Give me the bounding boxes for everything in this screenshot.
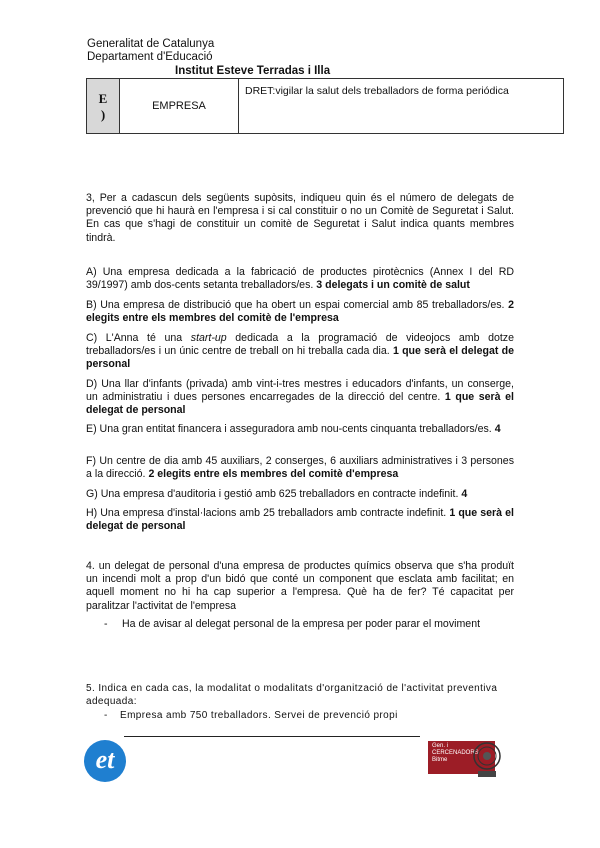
q5-bullet: -	[104, 710, 108, 721]
q5-answer: Empresa amb 750 treballadors. Servei de prevenció propi	[120, 710, 398, 721]
q3-item-a: A) Una empresa dedicada a la fabricació de productes pirotècnics (Annex I del RD 39/1997) amb dos-cents setanta treballadors/es. 3 delegats i un comitè de salut	[86, 266, 514, 292]
q4-answer: Ha de avisar al delegat personal de la empresa per poder parar el moviment	[122, 618, 481, 630]
letter-paren: )	[100, 107, 106, 122]
answer: 1 que serà el delegat de personal	[86, 345, 514, 371]
q3-intro: 3, Per a cadascun dels següents supòsits, indiqueu quin és el número de delegats de prevenció que hi haurà en l'empresa i si cal constituir o no un Comitè de Seguretat i Salut. En cas que s'hagi de constituir un comitè de Seguretat i Salut indica quants membres tindrà.	[86, 192, 514, 244]
answer: 2 elegits entre els membres del comitè d'empresa	[148, 468, 399, 481]
q4-bullet: -	[104, 618, 108, 630]
answer: 4	[461, 488, 468, 500]
department-name: Departament d'Educació	[87, 51, 213, 63]
rights-table	[86, 78, 564, 134]
certification-seal-icon	[471, 741, 503, 779]
q3-item-e: E) Una gran entitat financera i asseguradora amb nou-cents cinquanta treballadors/es. 4	[86, 423, 501, 435]
answer: 1 que serà el delegat de personal	[86, 507, 514, 533]
q3-item-h: H) Una empresa d'instal·lacions amb 25 treballadors amb contracte indefinit. 1 que serà el delegat de personal	[86, 507, 514, 533]
q5-intro: 5. Indica en cada cas, la modalitat o modalitats d'organització de l'activitat preventiva adequada:	[86, 683, 498, 707]
q3-item-g: G) Una empresa d'auditoria i gestió amb 625 treballadors en contracte indefinit. 4	[86, 488, 468, 500]
letter-cell	[87, 79, 120, 134]
generalitat-logo: Gen. i CERCENADORS Bitme	[428, 741, 495, 774]
footer-divider	[124, 736, 420, 737]
answer: 1 que serà el delegat de personal	[86, 391, 514, 417]
entity-cell: EMPRESA	[120, 79, 239, 134]
answer: 2 elegits entre els membres del comitè de l'empresa	[86, 299, 514, 325]
answer: 3 delegats i un comitè de salut	[316, 279, 470, 292]
q3-item-b: B) Una empresa de distribució que ha obert un espai comercial amb 85 treballadors/es. 2 elegits entre els membres del comitè de l'empresa	[86, 299, 514, 325]
q3-item-f: F) Un centre de dia amb 45 auxiliars, 2 conserges, 6 auxiliars administratives i 3 persones a la direcció. 2 elegits entre els membres del comitè d'empresa	[86, 455, 514, 481]
letter-label: E	[98, 91, 108, 106]
et-logo: et	[84, 740, 126, 782]
q3-item-c: C) L'Anna té una start-up dedicada a la programació de videojocs amb dotze treballadors/es i un únic centre de treball on hi treballa cada dia. 1 que serà el delegat de personal	[86, 332, 514, 371]
school-name: Institut Esteve Terradas i Illa	[175, 65, 331, 77]
q3-item-d: D) Una llar d'infants (privada) amb vint-i-tres mestres i educadors d'infants, un conserge, un administratiu i dues persones encarregades de la direcció del centre. 1 que serà el delegat de personal	[86, 378, 514, 417]
q4-intro: 4. un delegat de personal d'una empresa de productes químics observa que s'ha produït un incendi molt a prop d'un bidó que conté un component que esclata amb facilitat; en aquell moment no hi ha cap superior a l'empresa. Què ha de fer? Té capacitat per paralitzar l'activitat de l'empresa	[86, 560, 514, 612]
right-cell: DRET:vigilar la salut dels treballadors de forma periódica	[239, 79, 564, 134]
org-name: Generalitat de Catalunya	[87, 38, 215, 50]
answer: 4	[494, 423, 501, 435]
